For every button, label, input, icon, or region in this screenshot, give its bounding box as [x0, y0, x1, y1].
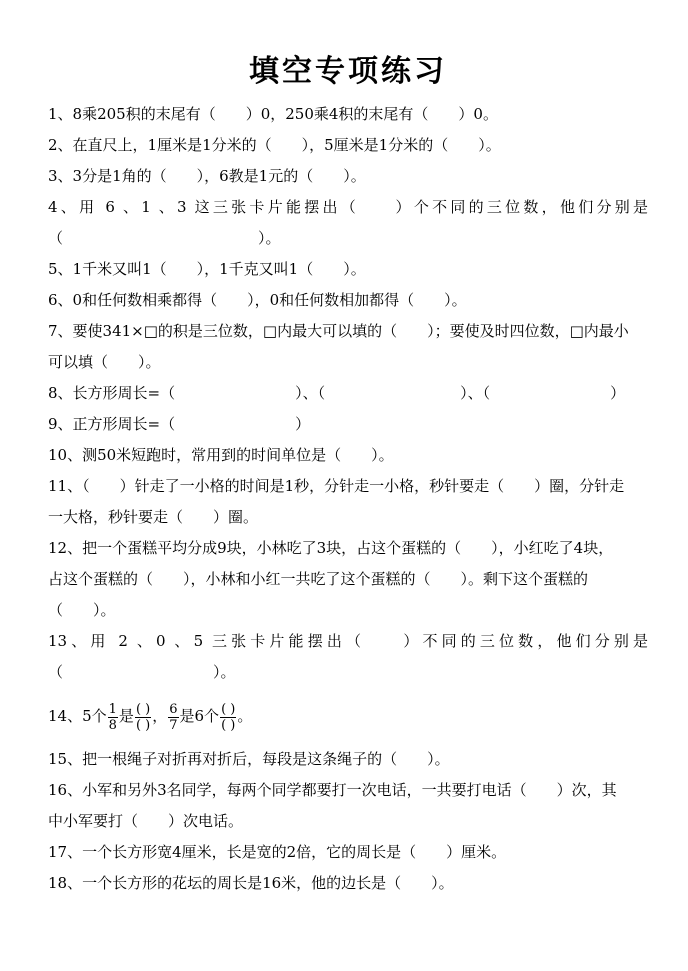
- fraction-blank: [220, 702, 236, 733]
- question-11-line-2: 一大格，秒针要走（ ）圈。: [48, 508, 259, 526]
- question-13-line-2: （ ）。: [48, 663, 236, 681]
- question-9: 9、正方形周长=（ ）: [48, 415, 311, 433]
- question-15: 15、把一根绳子对折再对折后，每段是这条绳子的（ ）。: [48, 750, 450, 768]
- page-title: 填空专项练习: [249, 54, 447, 89]
- question-12-line-3: （ ）。: [48, 601, 116, 619]
- question-11-line-1: 11、（ ）针走了一小格的时间是1秒，分针走一小格，秒针要走（ ）圈，分针走: [48, 477, 625, 495]
- question-16-line-1: 16、小军和另外3名同学，每两个同学都要打一次电话，一共要打电话（ ）次，其: [48, 781, 617, 799]
- question-12-line-1: 12、把一个蛋糕平均分成9块，小林吃了3块，占这个蛋糕的（ ），小红吃了4块，: [48, 539, 614, 557]
- question-12-line-2: 占这个蛋糕的（ ），小林和小红一共吃了这个蛋糕的（ ）。剩下这个蛋糕的: [48, 570, 589, 588]
- question-14-separator: ，: [152, 707, 168, 725]
- question-14: [48, 688, 648, 744]
- fraction-blank-denominator: ( ): [221, 717, 236, 733]
- question-3: 3、3分是1角的（ ），6教是1元的（ ）。: [48, 167, 366, 185]
- question-5: 5、1千米又叫1（ ），1千克又叫1（ ）。: [48, 260, 366, 278]
- question-1: 1、8乘205积的末尾有（ ）0，250乘4积的末尾有（ ）0。: [48, 105, 498, 123]
- fraction-blank-numerator: ( ): [221, 701, 236, 717]
- question-13-line-1: 13、用 2 、0 、5 三张卡片能摆出（ ）不同的三位数，他们分别是: [48, 632, 648, 650]
- fraction-denominator: 8: [108, 717, 117, 733]
- question-7-line-1: 7、要使341×□的积是三位数，□内最大可以填的（ ）；要使及时四位数，□内最小: [48, 322, 629, 340]
- question-7-line-2: 可以填（ ）。: [48, 353, 161, 371]
- question-4-line-1: 4、用 6 、1 、3 这三张卡片能摆出（ ）个不同的三位数，他们分别是: [48, 198, 648, 216]
- fraction-one-eighth: [108, 702, 118, 733]
- question-14-prefix: 14、5个: [48, 707, 107, 725]
- question-4-line-2: （ ）。: [48, 229, 281, 247]
- question-17: 17、一个长方形宽4厘米，长是宽的2倍，它的周长是（ ）厘米。: [48, 843, 507, 861]
- fraction-denominator: 7: [169, 717, 178, 733]
- fraction-blank: [135, 702, 151, 733]
- question-2: 2、在直尺上，1厘米是1分米的（ ），5厘米是1分米的（ ）。: [48, 136, 501, 154]
- fraction-numerator: 6: [169, 701, 178, 717]
- fraction-numerator: 1: [108, 701, 117, 717]
- question-6: 6、0和任何数相乘都得（ ），0和任何数相加都得（ ）。: [48, 291, 467, 309]
- question-10: 10、测50米短跑时，常用到的时间单位是（ ）。: [48, 446, 394, 464]
- question-16-line-2: 中小军要打（ ）次电话。: [48, 812, 244, 830]
- question-8: 8、长方形周长=（ ）、（ ）、（ ）: [48, 384, 626, 402]
- fraction-blank-numerator: ( ): [135, 701, 151, 717]
- fraction-blank-denominator: ( ): [135, 717, 151, 733]
- question-18: 18、一个长方形的花坛的周长是16米，他的边长是（ ）。: [48, 874, 454, 892]
- fraction-six-sevenths: [168, 702, 178, 733]
- question-14-text: 是6个: [179, 707, 220, 725]
- question-14-text: 是: [118, 707, 134, 725]
- question-14-end: 。: [237, 707, 253, 725]
